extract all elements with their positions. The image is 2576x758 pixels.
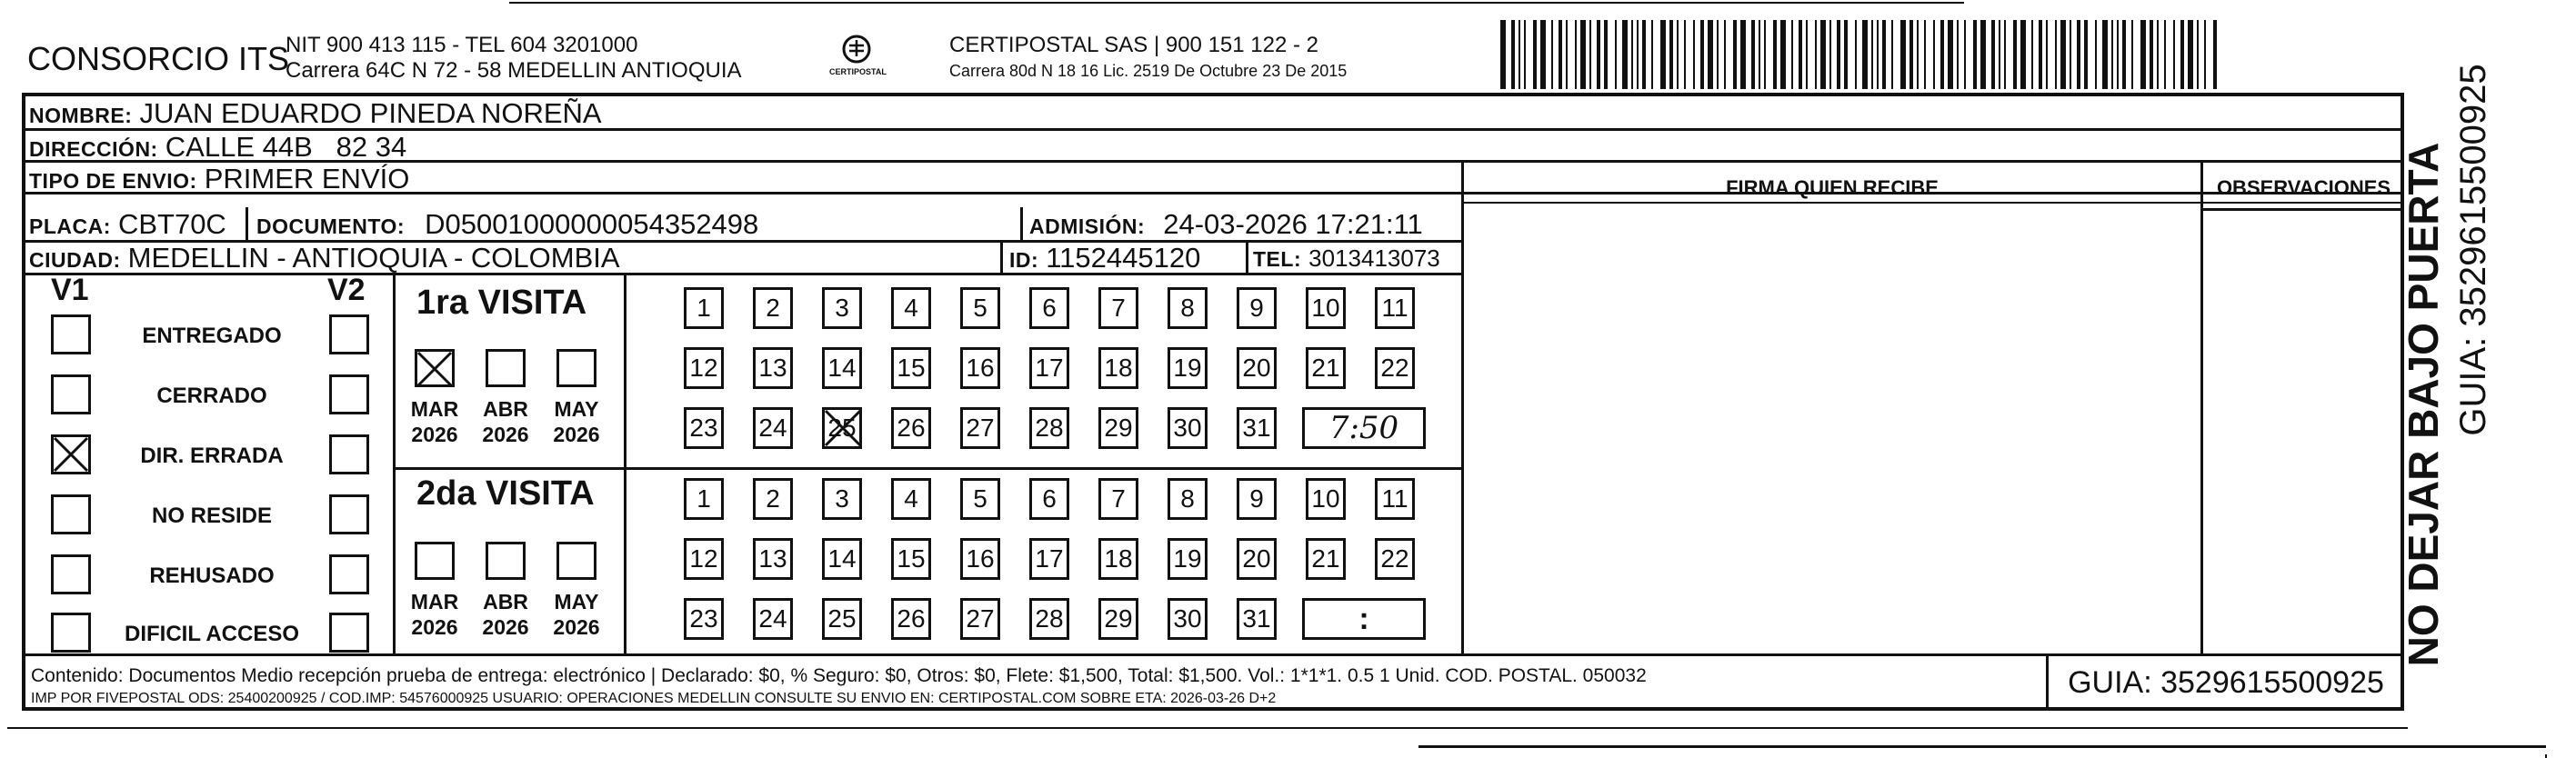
month-year: 2026: [553, 615, 600, 639]
col-line: [1020, 207, 1023, 240]
observaciones-header: OBSERVACIONES: [2216, 176, 2391, 199]
col-line: [393, 273, 396, 653]
month-checkbox[interactable]: [556, 542, 596, 580]
month-checkbox[interactable]: [486, 542, 526, 580]
day-box[interactable]: 2: [753, 287, 793, 329]
admision-label: ADMISIÓN:: [1029, 214, 1146, 238]
day-box[interactable]: 18: [1098, 347, 1138, 389]
certipostal-address: Carrera 80d N 18 16 Lic. 2519 De Octubre 23 De 2015: [949, 62, 1348, 80]
day-box[interactable]: 1: [684, 287, 724, 329]
visit2-title: 2da VISITA: [416, 474, 595, 513]
ciudad-value: MEDELLIN - ANTIOQUIA - COLOMBIA: [127, 242, 620, 274]
tipo-envio-label: TIPO DE ENVIO:: [29, 169, 197, 193]
month-checkbox[interactable]: [486, 349, 526, 387]
v2-checkbox[interactable]: [329, 494, 369, 534]
day-box[interactable]: 23: [684, 407, 724, 449]
nombre-value: JUAN EDUARDO PINEDA NOREÑA: [139, 97, 602, 129]
direccion-value: CALLE 44B 82 34: [165, 131, 407, 163]
row-line: [393, 467, 1464, 470]
logo-caption: CERTIPOSTAL: [829, 67, 887, 76]
reason-label: REHUSADO: [149, 564, 275, 588]
visit1-title: 1ra VISITA: [416, 284, 587, 322]
x-mark: [415, 349, 455, 389]
day-box[interactable]: 1: [684, 478, 724, 520]
day-box[interactable]: 21: [1306, 347, 1346, 389]
documento-row: [256, 210, 758, 239]
v1-checkbox[interactable]: [51, 314, 91, 354]
v2-checkbox[interactable]: [329, 613, 369, 653]
documento-label: DOCUMENTO:: [256, 214, 406, 238]
company-address: Carrera 64C N 72 - 58 MEDELLIN ANTIOQUIA: [286, 58, 742, 83]
footer-contenido: Contenido: Documentos Medio recepción prueba de entrega: electrónico | Declarado: $0, % Seguro: $0, Otros: $0, Flete: $1,500, Total: $1,500. Vol.: 1*1*1. 0.5 1 Unid. COD. POSTAL. 050032: [31, 665, 1647, 686]
day-box[interactable]: 6: [1029, 478, 1069, 520]
day-box[interactable]: 14: [822, 347, 862, 389]
v2-checkbox[interactable]: [329, 374, 369, 414]
col-line: [1000, 240, 1003, 273]
tipo-envio-row: [29, 165, 409, 194]
day-box[interactable]: 2: [753, 478, 793, 520]
reason-label: NO RESIDE: [151, 504, 273, 528]
day-box[interactable]: 11: [1375, 287, 1415, 329]
nit-line: NIT 900 413 115 - TEL 604 3201000: [286, 33, 638, 57]
reason-label: CERRADO: [156, 384, 267, 408]
month-year: 2026: [553, 423, 600, 446]
day-box[interactable]: 3: [822, 478, 862, 520]
day-box[interactable]: 8: [1168, 287, 1208, 329]
day-box[interactable]: 11: [1375, 478, 1415, 520]
month-checkbox[interactable]: [415, 349, 455, 387]
x-mark: [822, 407, 864, 449]
day-box[interactable]: 13: [753, 347, 793, 389]
col-line: [1246, 240, 1248, 273]
day-box[interactable]: 22: [1375, 347, 1415, 389]
day-box[interactable]: 27: [960, 598, 1000, 640]
day-box[interactable]: 15: [891, 538, 931, 580]
side-guia: GUIA: 3529615500925: [2453, 64, 2493, 436]
v2-label: V2: [327, 273, 366, 307]
month-year: 2026: [482, 423, 529, 446]
day-box[interactable]: 14: [822, 538, 862, 580]
row-line: [1464, 202, 2404, 204]
day-box[interactable]: 31: [1237, 407, 1277, 449]
day-box[interactable]: 5: [960, 287, 1000, 329]
day-box[interactable]: 7: [1098, 478, 1138, 520]
day-box[interactable]: 9: [1237, 287, 1277, 329]
day-box[interactable]: 5: [960, 478, 1000, 520]
day-box[interactable]: 4: [891, 287, 931, 329]
day-box[interactable]: 12: [684, 538, 724, 580]
day-box[interactable]: 15: [891, 347, 931, 389]
month-name: MAR: [410, 590, 459, 613]
id-value: 1152445120: [1046, 242, 1201, 274]
company-name: CONSORCIO ITS: [27, 40, 290, 77]
day-box[interactable]: 29: [1098, 598, 1138, 640]
tel-value: 3013413073: [1308, 244, 1440, 272]
certipostal-logo-icon: [829, 31, 887, 85]
day-box[interactable]: 25: [822, 598, 862, 640]
certipostal-line: CERTIPOSTAL SAS | 900 151 122 - 2: [949, 33, 1318, 57]
day-box[interactable]: 19: [1168, 538, 1208, 580]
tel-label: TEL:: [1253, 247, 1302, 271]
day-box[interactable]: 16: [960, 538, 1000, 580]
reason-label: DIR. ERRADA: [140, 444, 284, 468]
day-box[interactable]: 26: [891, 407, 931, 449]
col-line: [624, 273, 626, 653]
day-box[interactable]: 30: [1168, 407, 1208, 449]
day-box[interactable]: 31: [1237, 598, 1277, 640]
v1-checkbox[interactable]: [51, 374, 91, 414]
time-box[interactable]: :: [1302, 598, 1426, 640]
day-box[interactable]: 27: [960, 407, 1000, 449]
month-year: 2026: [482, 615, 529, 639]
certipostal-logo: [829, 31, 887, 85]
day-box[interactable]: 10: [1306, 287, 1346, 329]
side-no-dejar: NO DEJAR BAJO PUERTA: [2400, 142, 2447, 667]
v1-checkbox[interactable]: [51, 613, 91, 653]
day-box[interactable]: 28: [1029, 407, 1069, 449]
v1-checkbox[interactable]: [51, 554, 91, 594]
month-label: [549, 396, 604, 447]
ciudad-label: CIUDAD:: [29, 248, 121, 272]
direccion-row: [29, 133, 406, 162]
ciudad-row: [29, 244, 620, 273]
day-box[interactable]: 17: [1029, 347, 1069, 389]
documento-value: D05001000000054352498: [425, 208, 759, 240]
day-box[interactable]: 3: [822, 287, 862, 329]
v2-checkbox[interactable]: [329, 434, 369, 474]
day-box[interactable]: 12: [684, 347, 724, 389]
month-year: 2026: [411, 615, 458, 639]
x-mark: [51, 434, 91, 474]
reason-label: DIFICIL ACCESO: [124, 622, 299, 646]
bottom-rule: [7, 727, 2408, 729]
footer-guia: GUIA: 3529615500925: [2068, 665, 2384, 700]
day-box[interactable]: 29: [1098, 407, 1138, 449]
tel-row: [1253, 245, 1440, 272]
v1-label: V1: [51, 273, 89, 307]
month-name: MAY: [554, 590, 599, 613]
barcode: [1500, 20, 2228, 89]
firma-header: FIRMA QUIEN RECIBE: [1726, 176, 1939, 199]
admision-row: [1029, 210, 1423, 239]
day-box[interactable]: 16: [960, 347, 1000, 389]
bottom-rule-2: [1418, 745, 2546, 748]
day-box[interactable]: 8: [1168, 478, 1208, 520]
month-checkbox[interactable]: [556, 349, 596, 387]
day-box[interactable]: 22: [1375, 538, 1415, 580]
placa-value: CBT70C: [117, 208, 226, 240]
day-box[interactable]: 20: [1237, 538, 1277, 580]
signature-area[interactable]: [1464, 208, 2199, 652]
month-label: [478, 396, 533, 447]
nombre-label: NOMBRE:: [29, 104, 133, 127]
month-checkbox[interactable]: [415, 542, 455, 580]
day-box[interactable]: 23: [684, 598, 724, 640]
day-box[interactable]: 30: [1168, 598, 1208, 640]
month-name: MAY: [554, 397, 599, 421]
corner-tick: [2545, 754, 2547, 758]
day-box[interactable]: 24: [753, 598, 793, 640]
day-box[interactable]: 19: [1168, 347, 1208, 389]
day-box[interactable]: 10: [1306, 478, 1346, 520]
month-name: MAR: [410, 397, 459, 421]
col-line: [246, 207, 248, 240]
v2-checkbox[interactable]: [329, 314, 369, 354]
day-box[interactable]: 7: [1098, 287, 1138, 329]
day-box[interactable]: 21: [1306, 538, 1346, 580]
v2-checkbox[interactable]: [329, 554, 369, 594]
month-label: [407, 396, 462, 447]
day-box[interactable]: 9: [1237, 478, 1277, 520]
observaciones-area[interactable]: [2203, 211, 2402, 652]
footer-imp: IMP POR FIVEPOSTAL ODS: 25400200925 / COD.IMP: 54576000925 USUARIO: OPERACIONES MEDELLIN CONSULTE SU ENVIO EN: CERTIPOSTAL.COM SOBRE ETA: 2026-03-26 D+2: [31, 691, 1277, 706]
tipo-envio-value: PRIMER ENVÍO: [204, 163, 410, 194]
placa-label: PLACA:: [29, 214, 111, 238]
month-name: ABR: [483, 590, 528, 613]
month-label: [407, 589, 462, 640]
placa-row: [29, 210, 226, 239]
day-box[interactable]: 17: [1029, 538, 1069, 580]
month-name: ABR: [483, 397, 528, 421]
direccion-label: DIRECCIÓN:: [29, 137, 158, 161]
day-box[interactable]: 6: [1029, 287, 1069, 329]
id-row: [1009, 244, 1200, 273]
month-label: [549, 589, 604, 640]
v1-checkbox[interactable]: [51, 434, 91, 474]
day-box[interactable]: 4: [891, 478, 931, 520]
day-box[interactable]: 26: [891, 598, 931, 640]
day-box[interactable]: 28: [1029, 598, 1069, 640]
month-label: [478, 589, 533, 640]
time-box[interactable]: 7:50: [1302, 407, 1426, 449]
day-box[interactable]: 20: [1237, 347, 1277, 389]
admision-value: 24-03-2026 17:21:11: [1163, 208, 1423, 240]
top-rule: [509, 2, 1964, 4]
day-box[interactable]: 13: [753, 538, 793, 580]
day-box[interactable]: 24: [753, 407, 793, 449]
v1-checkbox[interactable]: [51, 494, 91, 534]
id-label: ID:: [1009, 248, 1039, 272]
reason-label: ENTREGADO: [142, 324, 282, 348]
nombre-row: [29, 99, 602, 128]
month-year: 2026: [411, 423, 458, 446]
day-box[interactable]: 25: [822, 407, 862, 449]
day-box[interactable]: 18: [1098, 538, 1138, 580]
